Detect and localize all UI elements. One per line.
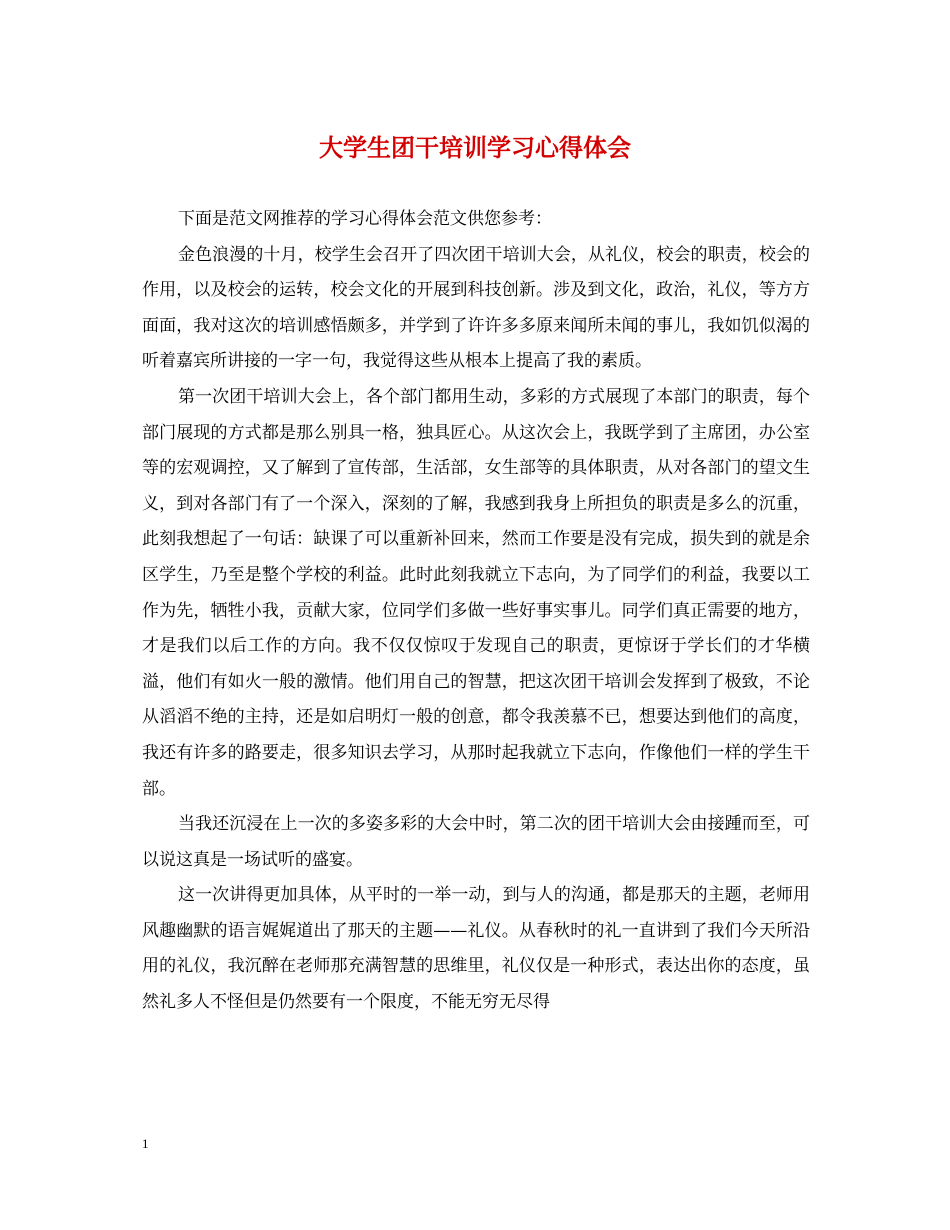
paragraph: 当我还沉浸在上一次的多姿多彩的大会中时，第二次的团干培训大会由接踵而至，可以说这真是一场试听的盛宴。 <box>142 814 810 870</box>
page-number: 1 <box>142 1136 149 1151</box>
document-title: 大学生团干培训学习心得体会 <box>319 133 631 162</box>
paragraph: 第一次团干培训大会上，各个部门都用生动，多彩的方式展现了本部门的职责，每个部门展现的方式都是那么别具一格，独具匠心。从这次会上，我既学到了主席团，办公室等的宏观调控，又了解到了宣传部，生活部，女生部等的具体职责，从对各部门的望文生义，到对各部门有了一个深入，深刻的了解，我感到我身上所担负的职责是多么的沉重，此刻我想起了一句话：缺课了可以重新补回来，然而工作要是没有完成，损失到的就是余区学生，乃至是整个学校的利益。此时此刻我就立下志向，为了同学们的利益，我要以工作为先，牺牲小我，贡献大家，位同学们多做一些好事实事儿。同学们真正需要的地方，才是我们以后工作的方向。我不仅仅惊叹于发现自己的职责，更惊讶于学长们的才华横溢，他们有如火一般的激情。他们用自己的智慧，把这次团干培训会发挥到了极致，不论从滔滔不绝的主持，还是如启明灯一般的创意，都令我羡慕不已，想要达到他们的高度，我还有许多的路要走，很多知识去学习，从那时起我就立下志向，作像他们一样的学生干部。 <box>142 386 810 799</box>
paragraph: 金色浪漫的十月，校学生会召开了四次团干培训大会，从礼仪，校会的职责，校会的作用，以及校会的运转，校会文化的开展到科技创新。涉及到文化，政治，礼仪，等方方面面，我对这次的培训感悟颇多，并学到了许许多多原来闻所未闻的事儿，我如饥似渴的听着嘉宾所讲接的一字一句，我觉得这些从根本上提高了我的素质。 <box>142 244 810 372</box>
paragraph-intro: 下面是范文网推荐的学习心得体会范文供您参考： <box>178 209 552 229</box>
paragraph: 这一次讲得更加具体，从平时的一举一动，到与人的沟通，都是那天的主题，老师用风趣幽默的语言娓娓道出了那天的主题——礼仪。从春秋时的礼一直讲到了我们今天所沿用的礼仪，我沉醉在老师那充满智慧的思维里，礼仪仅是一种形式，表达出你的态度，虽然礼多人不怪但是仍然要有一个限度，不能无穷无尽得 <box>142 885 810 1013</box>
document-body <box>142 202 810 1021</box>
